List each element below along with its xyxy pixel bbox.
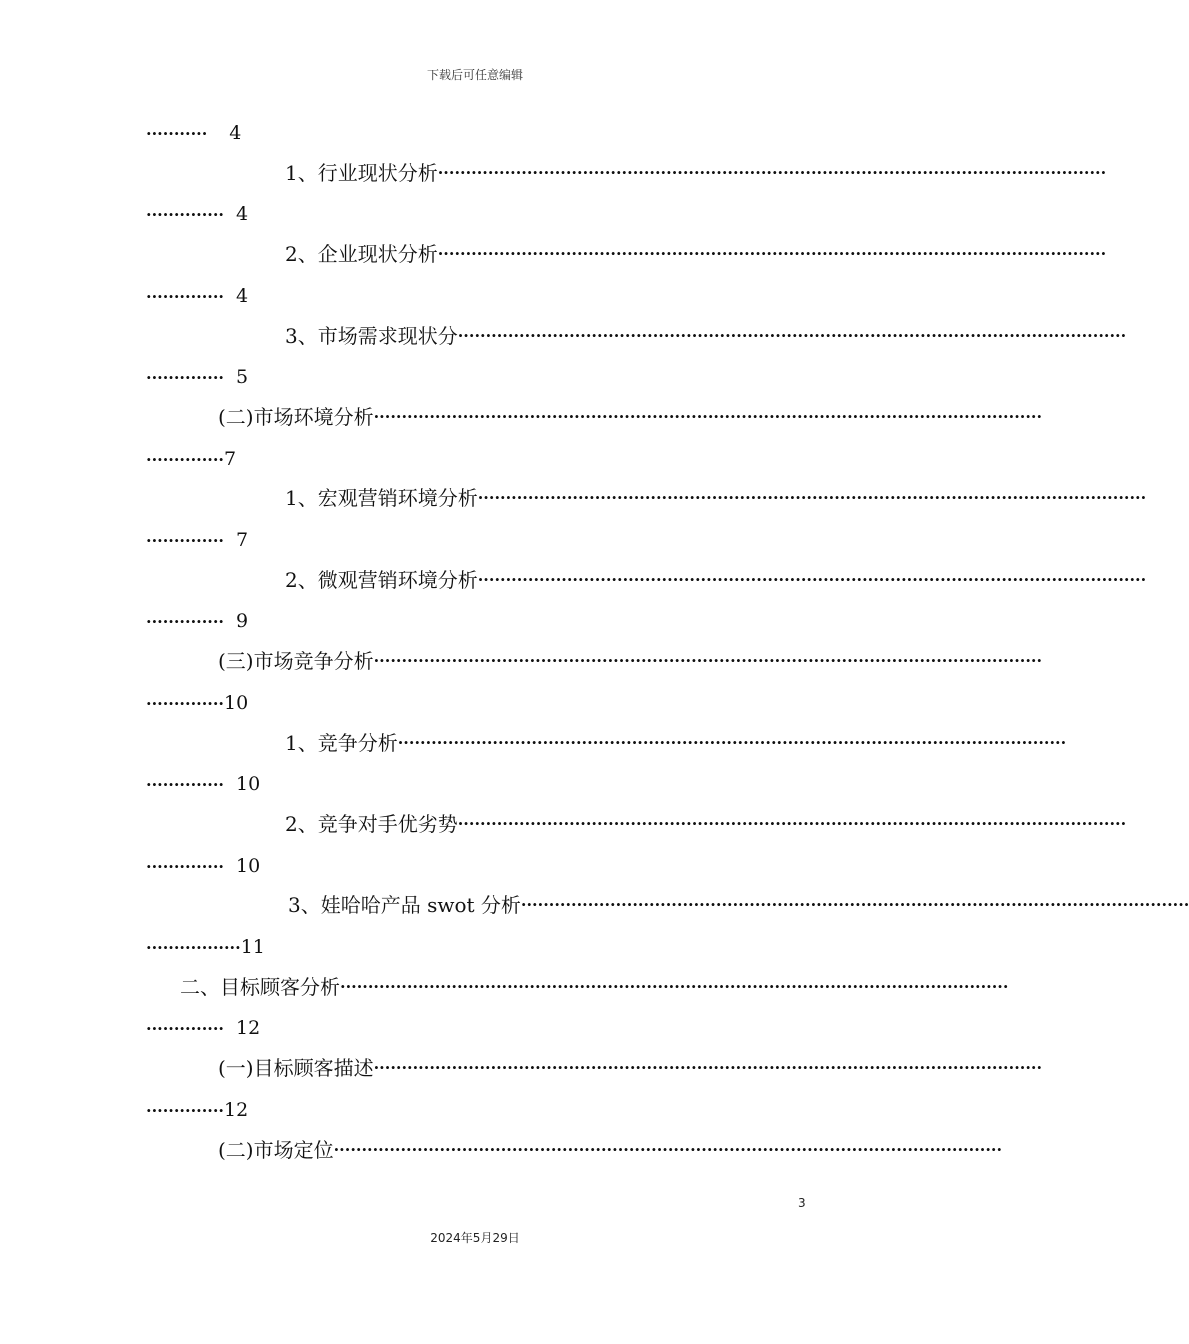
toc-dot-leader: ·············· (146, 612, 224, 632)
toc-entry-title: 1、行业现状分析 (285, 160, 438, 185)
toc-entry-title: 2、企业现状分析 (285, 242, 438, 267)
toc-entry-title: 3、娃哈哈产品 swot 分析 (288, 893, 521, 918)
toc-leader-line (146, 763, 260, 803)
toc-entry-title: (二)市场定位 (218, 1137, 334, 1162)
toc-leader-line (146, 682, 248, 722)
page-number: 3 (798, 1196, 806, 1210)
toc-leader-line (146, 845, 260, 885)
toc-page-number: 4 (235, 203, 249, 226)
toc-page-number: 4 (229, 122, 242, 144)
toc-leader-line (146, 519, 248, 559)
toc-leader-line (146, 356, 248, 396)
toc-entry (218, 397, 1043, 437)
toc-entry (218, 641, 1043, 681)
toc-entry-title: 3、市场需求现状分 (285, 323, 458, 348)
toc-dot-leader: ·············· (146, 205, 224, 225)
toc-dot-leader: ························································································································ (373, 651, 1043, 671)
toc-dot-leader: ·············· (146, 286, 224, 306)
toc-dot-leader: ··········· (146, 124, 208, 143)
toc-dot-leader: ························································································································ (397, 732, 1067, 752)
toc-entry (288, 885, 1189, 925)
toc-entry (285, 723, 1067, 763)
toc-entry-title: (一)目标顾客描述 (218, 1056, 374, 1081)
toc-entry (285, 153, 1107, 193)
toc-dot-leader: ························································································································ (457, 813, 1127, 833)
toc-page-number: 10 (223, 691, 249, 714)
toc-page-number: 10 (235, 854, 261, 877)
toc-dot-leader: ·············· (146, 856, 224, 876)
toc-page-number: 10 (235, 773, 261, 796)
toc-dot-leader: ························································································································ (437, 162, 1107, 182)
toc-leader-line (146, 600, 248, 640)
toc-dot-leader: ·············· (146, 1019, 224, 1039)
toc-leader-line (146, 112, 241, 152)
toc-leader-line (146, 193, 248, 233)
toc-entry (285, 478, 1147, 518)
toc-entry (218, 1130, 1003, 1170)
toc-dot-leader: ························································································································ (457, 325, 1127, 345)
toc-entry-title: 1、宏观营销环境分析 (285, 486, 478, 511)
toc-leader-line (146, 926, 265, 966)
toc-dot-leader: ························································································································ (373, 1058, 1043, 1078)
toc-entry (285, 804, 1127, 844)
page-footer-date: 2024年5月29日 (430, 1231, 520, 1245)
toc-leader-line (146, 1007, 260, 1047)
toc-dot-leader: ·············· (146, 693, 224, 713)
toc-entry (285, 560, 1147, 600)
toc-entry (180, 967, 1009, 1007)
toc-dot-leader: ·············· (146, 531, 224, 550)
toc-dot-leader: ·············· (146, 1100, 224, 1120)
toc-page-number: 12 (223, 1098, 249, 1121)
toc-entry-title: 2、竞争对手优劣势 (285, 811, 458, 836)
toc-page-number: 12 (235, 1017, 261, 1040)
toc-entry-title: 二、目标顾客分析 (180, 974, 340, 999)
toc-entry-title: 2、微观营销环境分析 (285, 567, 478, 592)
toc-dot-leader: ························································································································ (520, 895, 1189, 915)
toc-dot-leader: ·············· (146, 775, 224, 795)
toc-page-number: 9 (235, 610, 249, 633)
toc-entry-title: (三)市场竞争分析 (218, 649, 374, 674)
toc-dot-leader: ························································································································ (333, 1139, 1003, 1159)
toc-page-number: 4 (235, 284, 249, 307)
toc-leader-line (146, 1089, 248, 1129)
toc-dot-leader: ·············· (146, 449, 224, 469)
toc-page-number: 7 (223, 447, 237, 470)
toc-page-number: 11 (240, 936, 265, 958)
toc-dot-leader: ·············· (146, 368, 224, 388)
toc-page-number: 7 (235, 529, 249, 551)
toc-dot-leader: ························································································································ (477, 569, 1147, 589)
toc-dot-leader: ························································································································ (373, 406, 1043, 426)
page-header: 下载后可任意编辑 (426, 68, 523, 82)
toc-entry-title: 1、竞争分析 (285, 730, 398, 755)
toc-dot-leader: ························································································································ (340, 976, 1009, 996)
toc-page-number: 5 (235, 366, 249, 389)
toc-entry-title: (二)市场环境分析 (218, 404, 374, 429)
toc-entry (285, 234, 1107, 274)
toc-entry (218, 1048, 1043, 1088)
toc-leader-line (146, 438, 236, 478)
toc-dot-leader: ························································································································ (477, 488, 1147, 508)
toc-entry (285, 316, 1127, 356)
toc-leader-line (146, 275, 248, 315)
toc-dot-leader: ························································································································ (437, 244, 1107, 264)
toc-dot-leader: ················· (146, 938, 241, 957)
